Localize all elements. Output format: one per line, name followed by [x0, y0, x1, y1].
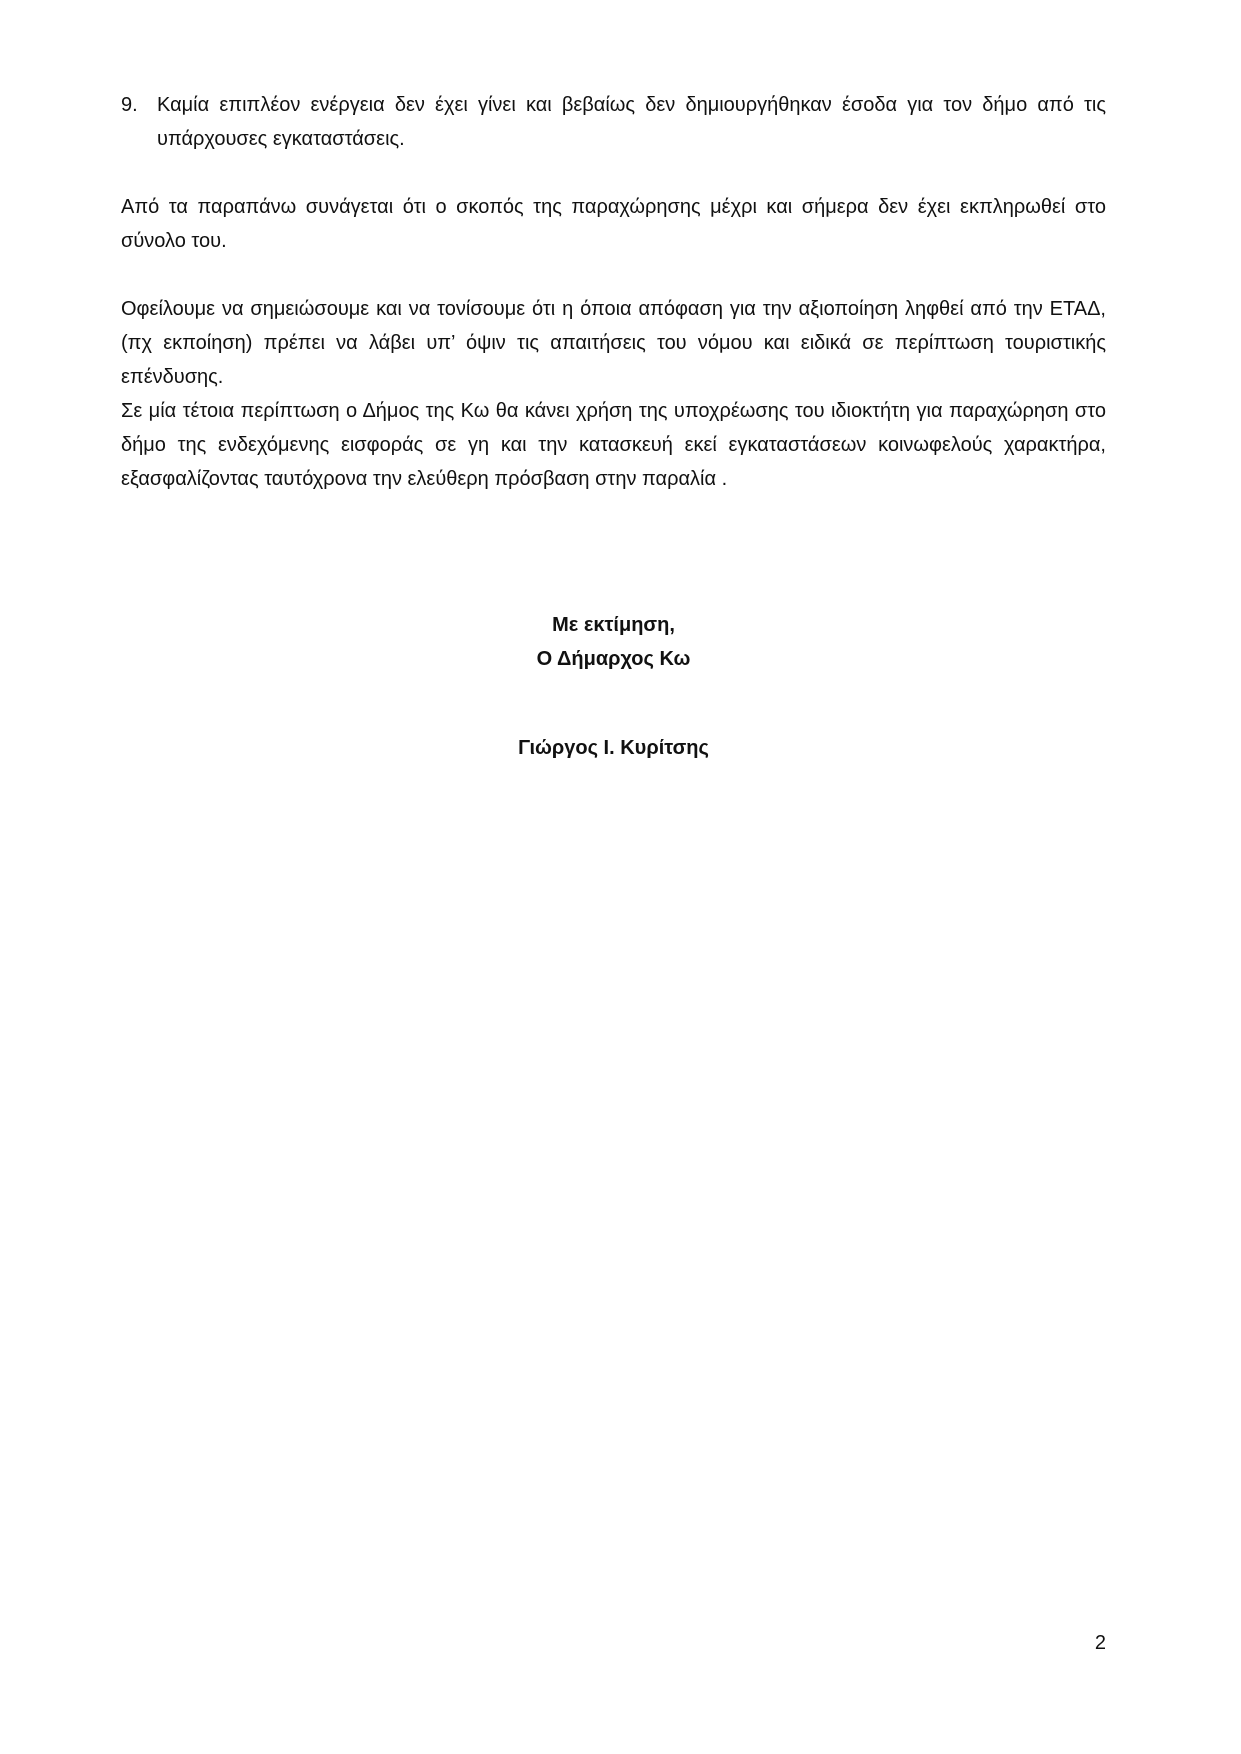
case-paragraph: Σε μία τέτοια περίπτωση ο Δήμος της Κω θα κάνει χρήση της υποχρέωσης του ιδιοκτήτη για παραχώρηση στο δήμο της ενδεχόμενης εισφοράς σε γη και την κατασκευή εκεί εγκαταστάσεων κοινωφελούς χαρακτήρα, εξασφαλίζοντας ταυτόχρονα την ελεύθερη πρόσβαση στην παραλία .: [121, 400, 1106, 490]
list-item: [121, 88, 1106, 156]
signer-title: Ο Δήμαρχος Κω: [536, 648, 691, 670]
body-text: [121, 88, 1106, 496]
list-text: Καμία επιπλέον ενέργεια δεν έχει γίνει και βεβαίως δεν δημιουργήθηκαν έσοδα για τον δήμο από τις υπάρχουσες εγκαταστάσεις.: [157, 94, 1106, 150]
conclusion-paragraph: Από τα παραπάνω συνάγεται ότι ο σκοπός της παραχώρησης μέχρι και σήμερα δεν έχει εκπληρωθεί στο σύνολο του.: [121, 196, 1106, 252]
closing-salutation: Με εκτίμηση,: [552, 614, 675, 636]
obligation-paragraph: Οφείλουμε να σημειώσουμε και να τονίσουμε ότι η όποια απόφαση για την αξιοποίηση ληφθεί από την ΕΤΑΔ, (πχ εκποίηση) πρέπει να λάβει υπ’ όψιν τις απαιτήσεις του νόμου και ειδικά σε περίπτωση τουριστικής επένδυσης.: [121, 298, 1106, 388]
signer-name: Γιώργος Ι. Κυρίτσης: [518, 737, 709, 759]
page-number: 2: [1094, 1632, 1106, 1654]
list-number: 9.: [121, 94, 138, 116]
